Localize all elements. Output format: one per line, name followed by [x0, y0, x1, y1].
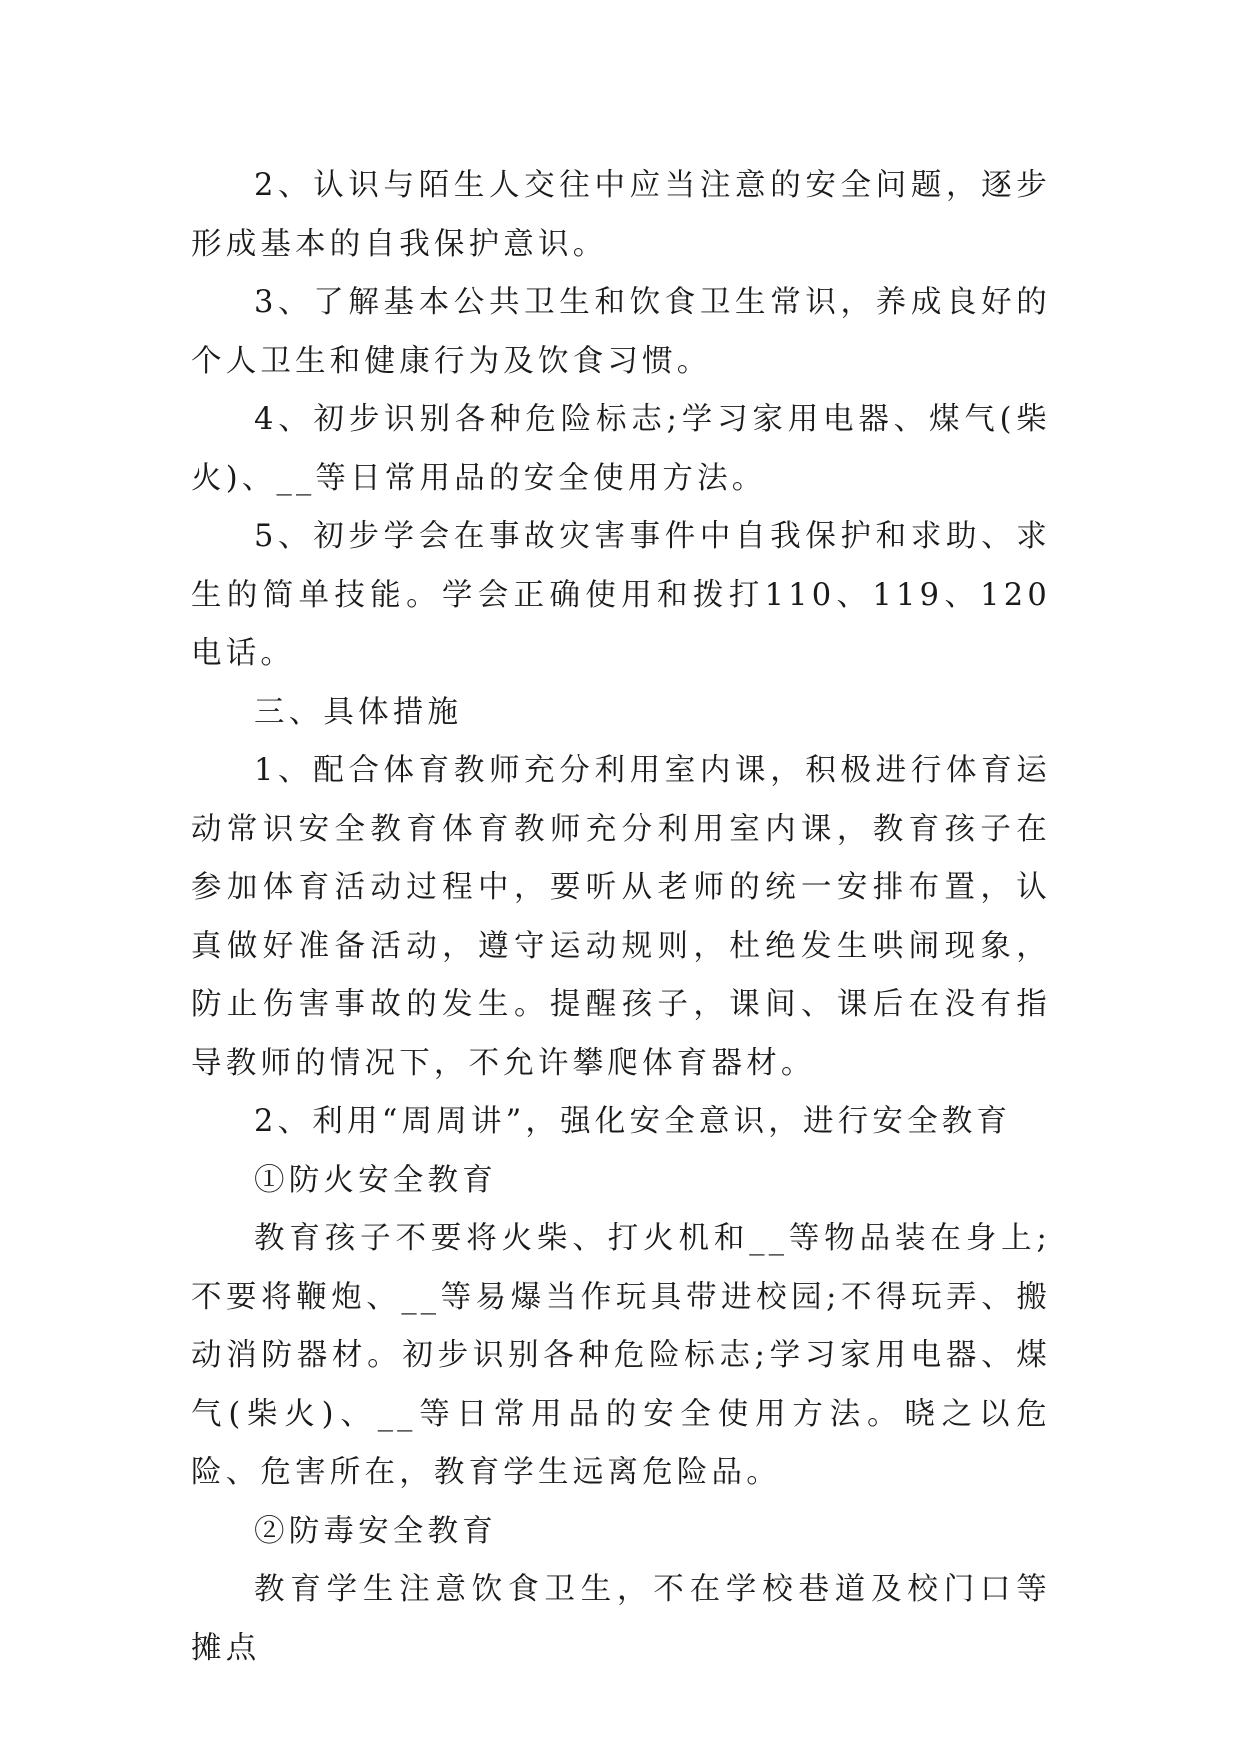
paragraph-fire-safety: 教育孩子不要将火柴、打火机和__等物品装在身上;不要将鞭炮、__等易爆当作玩具带进校园;不得玩弄、搬动消防器材。初步识别各种危险标志;学习家用电器、煤气(柴火)、__等日常用品的安全使用方法。晓之以危险、危害所在，教育学生远离危险品。 [191, 1221, 1051, 1490]
subheading-fire-safety: ①防火安全教育 [254, 1162, 497, 1198]
document-body [191, 157, 1051, 1678]
paragraph-goal-4: 4、初步识别各种危险标志;学习家用电器、煤气(柴火)、__等日常用品的安全使用方法。 [191, 402, 1051, 496]
paragraph-goal-2: 2、认识与陌生人交往中应当注意的安全问题，逐步形成基本的自我保护意识。 [191, 168, 1051, 262]
paragraph-goal-3: 3、了解基本公共卫生和饮食卫生常识，养成良好的个人卫生和健康行为及饮食习惯。 [191, 285, 1051, 379]
subheading-poison-safety: ②防毒安全教育 [254, 1513, 497, 1549]
paragraph-poison-safety: 教育学生注意饮食卫生，不在学校巷道及校门口等摊点 [191, 1572, 1051, 1666]
paragraph-measure-2: 2、利用“周周讲”，强化安全意识，进行安全教育 [254, 1104, 1012, 1139]
section-heading-measures: 三、具体措施 [254, 694, 463, 730]
paragraph-measure-1: 1、配合体育教师充分利用室内课，积极进行体育运动常识安全教育体育教师充分利用室内课，教育孩子在参加体育活动过程中，要听从老师的统一安排布置，认真做好准备活动，遵守运动规则，杜绝发生哄闹现象，防止伤害事故的发生。提醒孩子，课间、课后在没有指导教师的情况下，不允许攀爬体育器材。 [191, 753, 1051, 1081]
paragraph-goal-5: 5、初步学会在事故灾害事件中自我保护和求助、求生的简单技能。学会正确使用和拨打110、119、120电话。 [191, 519, 1051, 671]
